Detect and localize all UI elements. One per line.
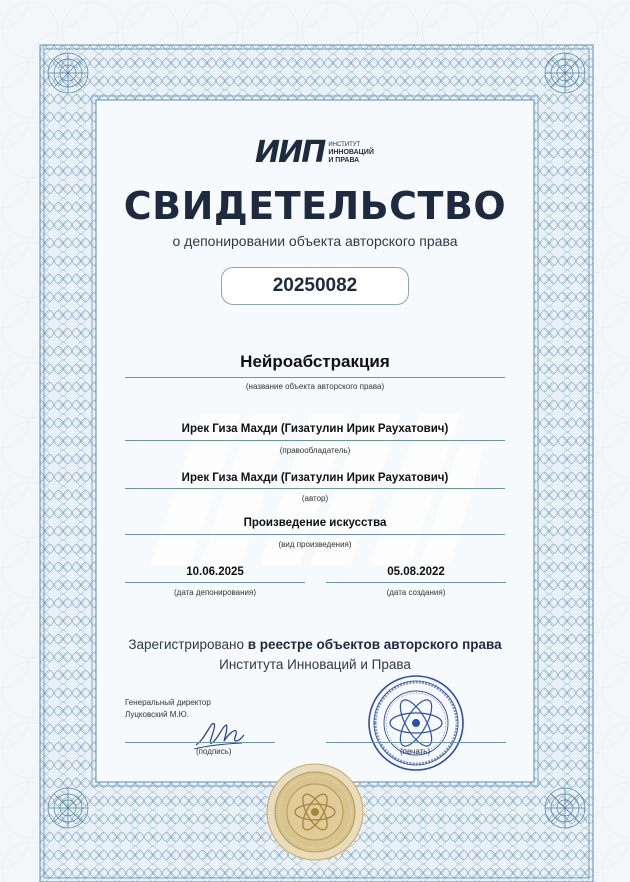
stamp-line	[326, 742, 506, 743]
deposit-date-value: 10.06.2025	[186, 566, 244, 578]
director-name: Луцковский М.Ю.	[125, 710, 189, 719]
author-caption: (автор)	[301, 494, 329, 503]
registration-line-2: Института Инноваций и Права	[219, 657, 411, 672]
signature-line	[125, 742, 275, 743]
director-position: Генеральный директор	[125, 698, 211, 707]
logo-mark: ИИП	[255, 135, 325, 170]
work-type-value: Произведение искусства	[243, 517, 387, 529]
registration-line-1	[0, 637, 630, 652]
creation-date-line	[326, 582, 506, 583]
deposit-date-line	[125, 582, 305, 583]
logo-line-3: И ПРАВА	[328, 156, 360, 164]
certificate-subtitle: о депонировании объекта авторского права	[172, 233, 458, 249]
registration-prefix: Зарегистрировано	[128, 637, 248, 652]
object-name-line	[125, 377, 505, 378]
rightholder-value: Ирек Гиза Махди (Гизатулин Ирик Раухатович)	[181, 423, 449, 435]
rightholder-caption: (правообладатель)	[279, 446, 351, 455]
institute-stamp	[366, 673, 466, 773]
author-line	[125, 488, 505, 489]
signature-caption: (подпись)	[196, 747, 232, 756]
certificate-title: СВИДЕТЕЛЬСТВО	[123, 184, 507, 228]
institute-logo	[255, 135, 374, 170]
stamp-caption: (печать)	[400, 747, 431, 756]
work-type-caption: (вид произведения)	[278, 540, 352, 549]
deposit-date-caption: (дата депонирования)	[173, 588, 257, 597]
registration-registry: в реестре объектов авторского права	[247, 637, 502, 652]
certificate-number: 20250082	[221, 267, 409, 305]
rightholder-line	[125, 440, 505, 441]
object-name-caption: (название объекта авторского права)	[245, 382, 385, 391]
creation-date-caption: (дата создания)	[386, 588, 446, 597]
logo-text	[328, 141, 374, 165]
logo-line-1: ИНСТИТУТ	[328, 141, 361, 148]
author-value: Ирек Гиза Махди (Гизатулин Ирик Раухатович)	[181, 472, 449, 484]
gold-seal	[265, 762, 365, 862]
creation-date-value: 05.08.2022	[387, 566, 445, 578]
work-type-line	[125, 534, 505, 535]
logo-line-2: ИННОВАЦИЙ	[328, 148, 374, 156]
object-name-value: Нейроабстракция	[240, 352, 390, 371]
